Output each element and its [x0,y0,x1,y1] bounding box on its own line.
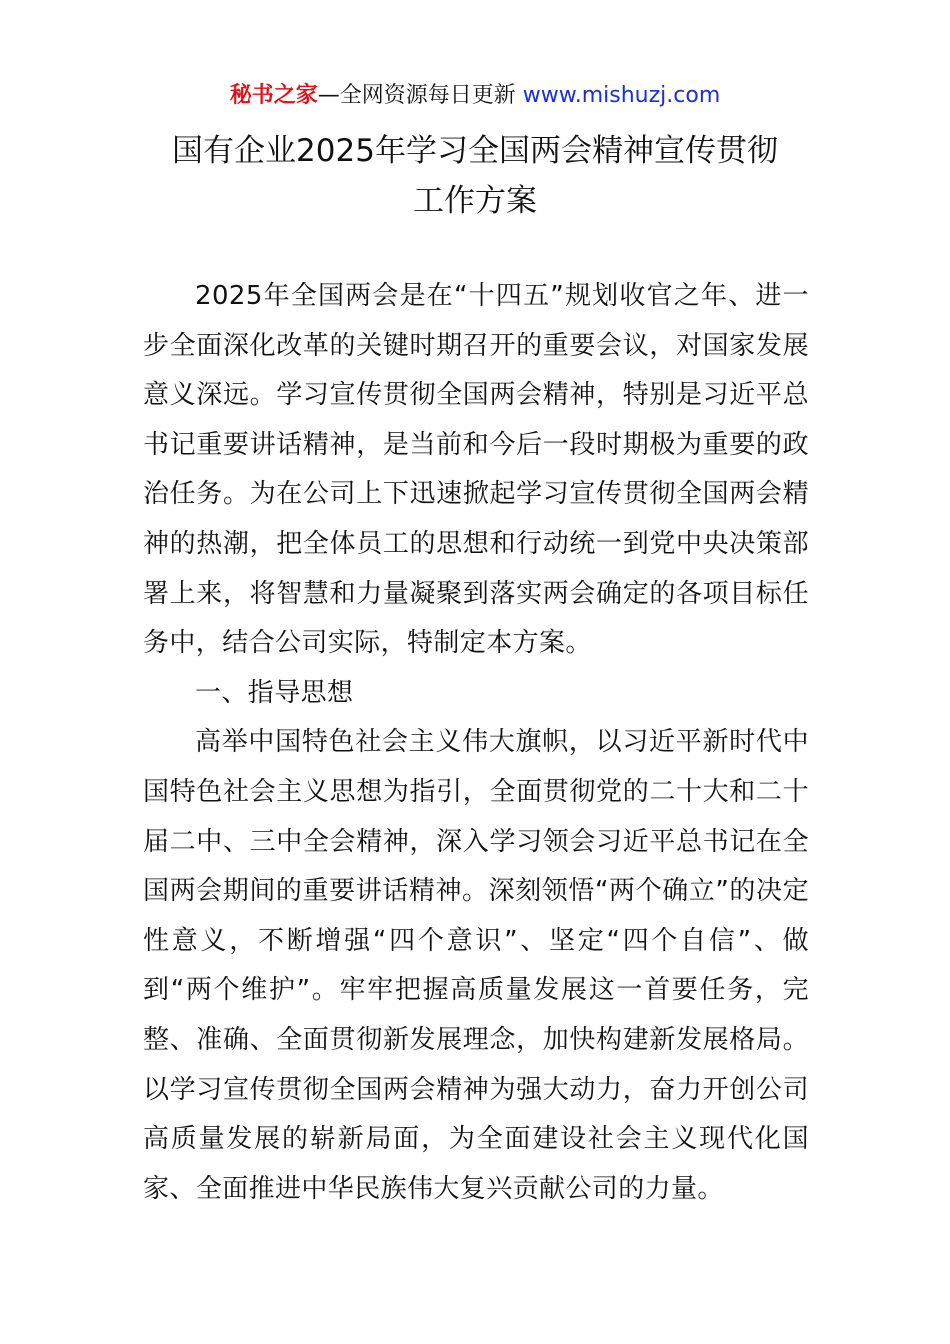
section-heading-guiding-ideology: 一、指导思想 [195,677,354,708]
brand-name: 秘书之家 [229,83,318,108]
document-body [143,272,809,1214]
intro-paragraph: 2025年全国两会是在“十四五”规划收官之年、进一步全面深化改革的关键时期召开的重要会议，对国家发展意义深远。学习宣传贯彻全国两会精神，特别是习近平总书记重要讲话精神，是当前和今后一段时期极为重要的政治任务。为在公司上下迅速掀起学习宣传贯彻全国两会精神的热潮，把全体员工的思想和行动统一到党中央决策部署上来，将智慧和力量凝聚到落实两会确定的各项目标任务中，结合公司实际，特制定本方案。 [143,281,809,659]
title-line-1: 国有企业2025年学习全国两会精神宣传贯彻 [172,133,778,169]
site-url-link[interactable]: www.mishuzj.com [522,83,721,108]
title-line-2: 工作方案 [413,183,537,219]
site-header [0,80,950,112]
guiding-ideology-paragraph: 高举中国特色社会主义伟大旗帜，以习近平新时代中国特色社会主义思想为指引，全面贯彻党的二十大和二十届二中、三中全会精神，深入学习领会习近平总书记在全国两会期间的重要讲话精神。深刻领悟“两个确立”的决定性意义，不断增强“四个意识”、坚定“四个自信”、做到“两个维护”。牢牢把握高质量发展这一首要任务，完整、准确、全面贯彻新发展理念，加快构建新发展格局。以学习宣传贯彻全国两会精神为强大动力，奋力开创公司高质量发展的崭新局面，为全面建设社会主义现代化国家、全面推进中华民族伟大复兴贡献公司的力量。 [143,727,809,1204]
header-tagline: —全网资源每日更新 [317,83,516,108]
document-title [140,126,810,226]
